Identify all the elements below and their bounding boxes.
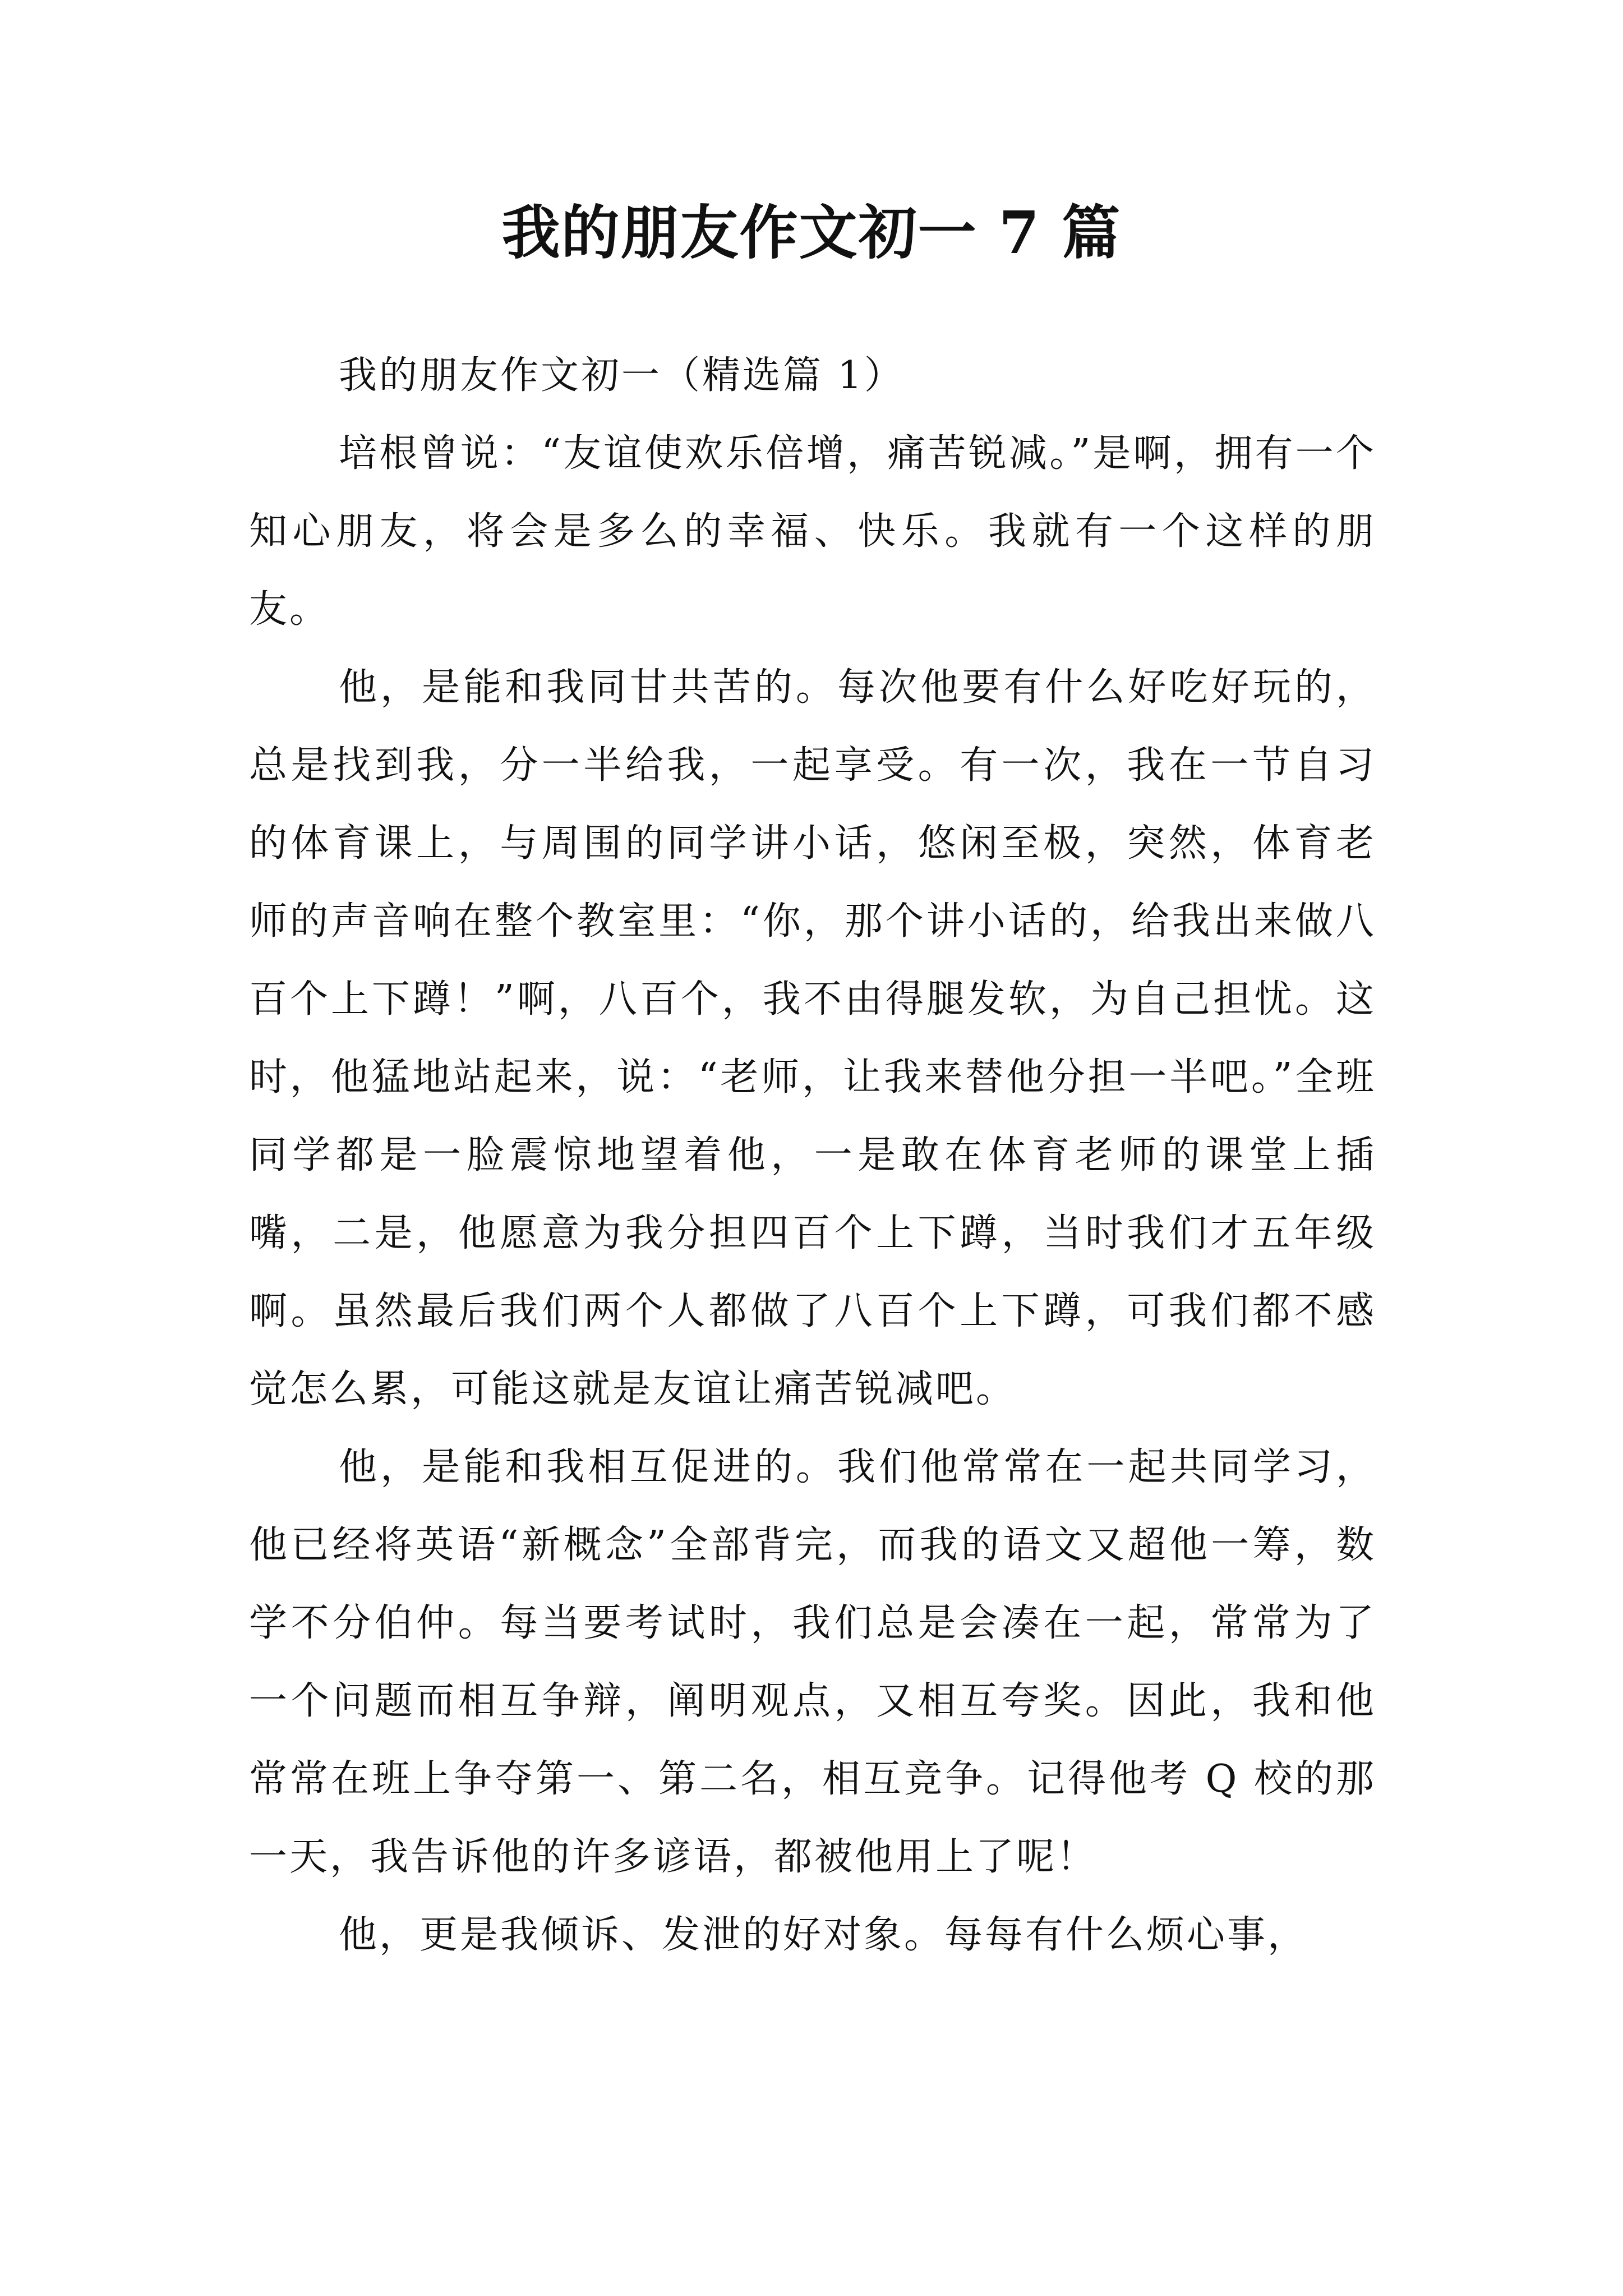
paragraph-3: 他，是能和我相互促进的。我们他常常在一起共同学习，他已经将英语“新概念”全部背完，而我的语文又超他一筹，数学不分伯仲。每当要考试时，我们总是会凑在一起，常常为了一个问题而相互争辩，阐明观点，又相互夸奖。因此，我和他常常在班上争夺第一、第二名，相互竞争。记得他考 Q 校的那一天，我告诉他的许多谚语，都被他用上了呢！ [249,1445,1376,1879]
document-body [249,337,1376,1974]
paragraph-4: 他，更是我倾诉、发泄的好对象。每每有什么烦心事， [339,1913,1308,1957]
paragraph-1: 培根曾说：“友谊使欢乐倍增，痛苦锐减。”是啊，拥有一个知心朋友，将会是多么的幸福、快乐。我就有一个这样的朋友。 [249,431,1376,632]
paragraph-2: 他，是能和我同甘共苦的。每次他要有什么好吃好玩的，总是找到我，分一半给我，一起享受。有一次，我在一节自习的体育课上，与周围的同学讲小话，悠闲至极，突然，体育老师的声音响在整个教室里：“你，那个讲小话的，给我出来做八百个上下蹲！”啊，八百个，我不由得腿发软，为自己担忧。这时，他猛地站起来，说：“老师，让我来替他分担一半吧。”全班同学都是一脸震惊地望着他，一是敢在体育老师的课堂上插嘴，二是，他愿意为我分担四百个上下蹲，当时我们才五年级啊。虽然最后我们两个人都做了八百个上下蹲，可我们都不感觉怎么累，可能这就是友谊让痛苦锐减吧。 [249,665,1376,1411]
section-heading: 我的朋友作文初一（精选篇 1） [339,353,905,398]
document-title: 我的朋友作文初一 7 篇 [501,198,1122,267]
